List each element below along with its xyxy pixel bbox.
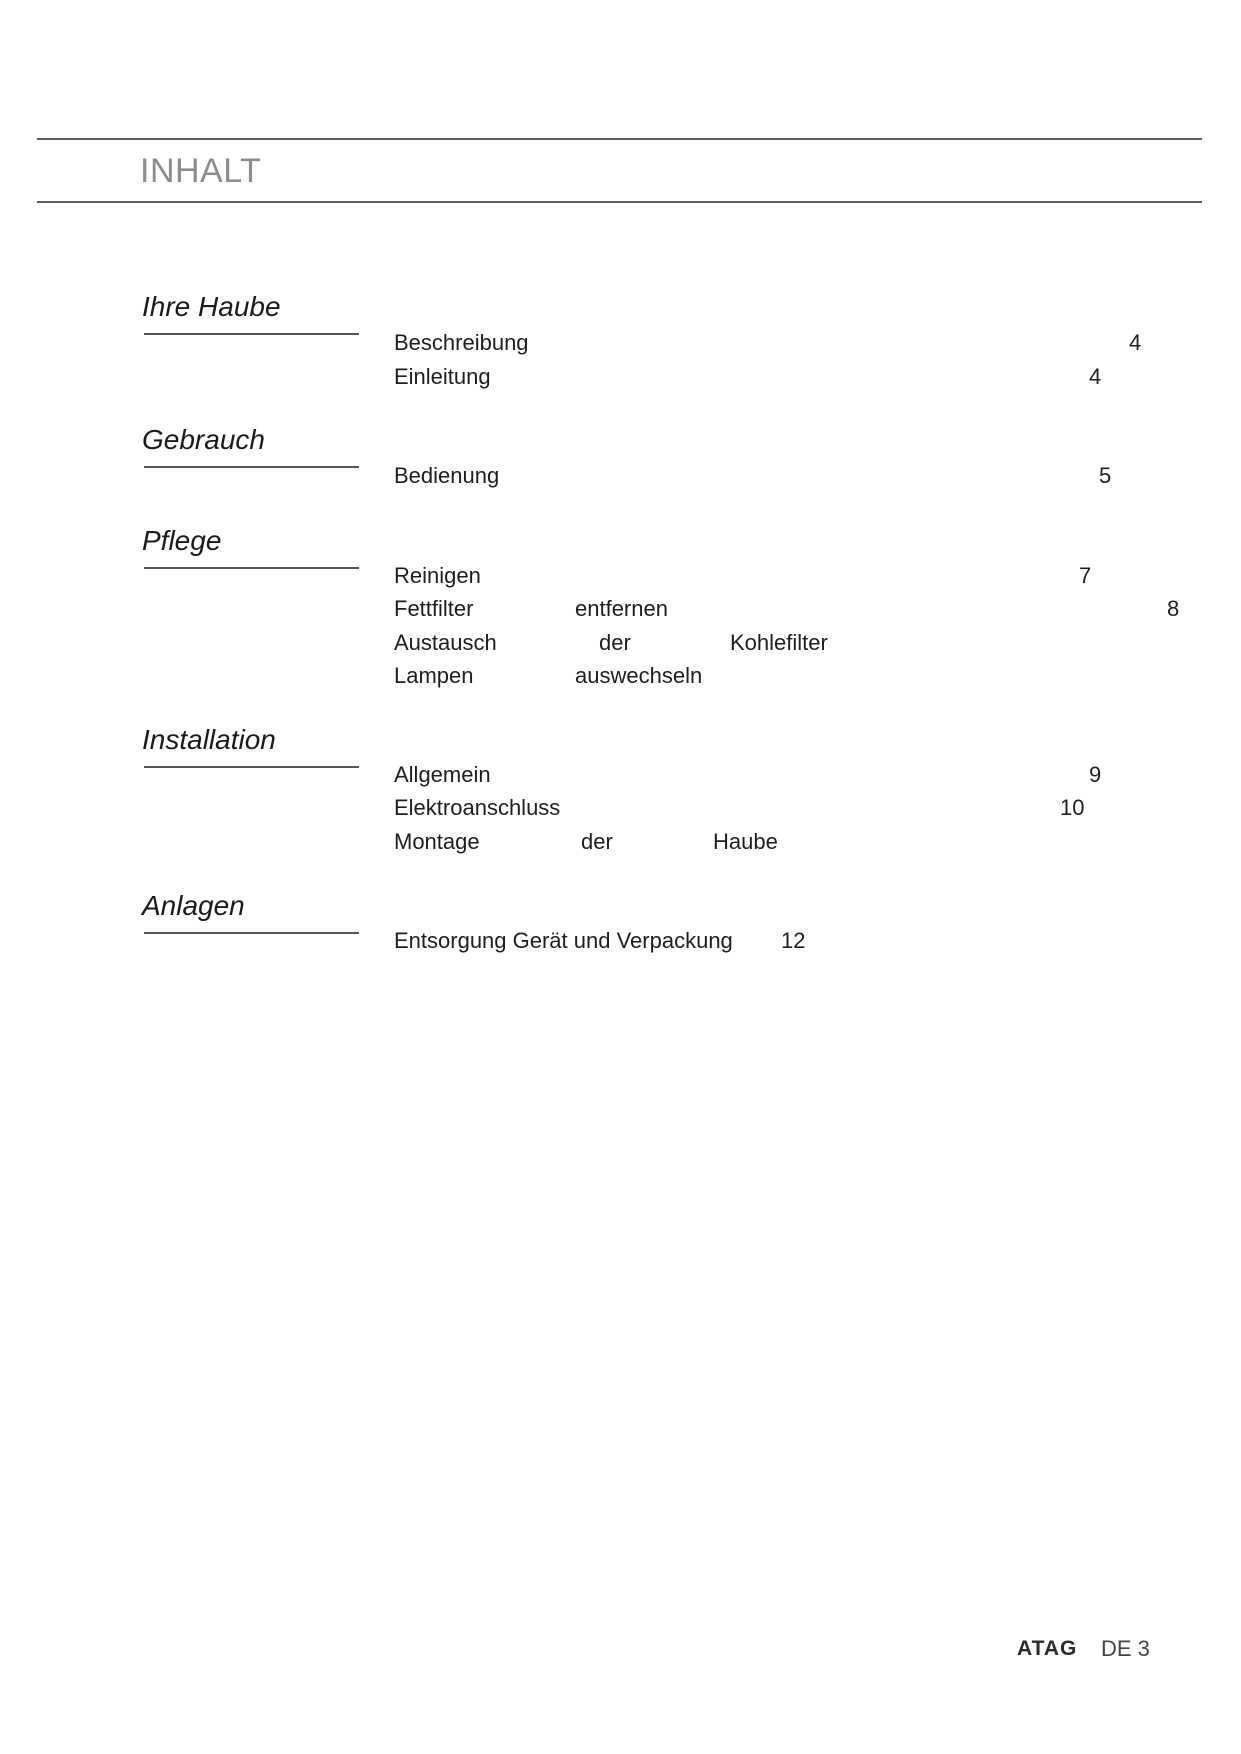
entry-label-word: Haube [713,829,778,854]
section-heading: Anlagen [142,890,245,921]
section-underline [144,932,359,934]
section-underline [144,333,359,335]
section-heading: Pflege [142,525,222,556]
entry-page-number: 8 [1167,596,1180,621]
page-number-label: DE 3 [1101,1636,1150,1661]
entry-page-number: 4 [1129,330,1142,355]
header-bottom-rule [37,201,1202,203]
entry-label: Bedienung [394,463,500,488]
entry-label: Allgemein [394,762,491,787]
entry-label-word: der [581,829,613,854]
entry-label-word: Austausch [394,630,497,655]
entry-label-word: Fettfilter [394,596,474,621]
section-heading: Ihre Haube [142,291,281,322]
entry-label-word: der [599,630,631,655]
entry-label: Entsorgung Gerät und Verpackung [394,928,733,953]
page-title: INHALT [140,152,262,190]
entry-label-word: Lampen [394,663,474,688]
section-underline [144,466,359,468]
section-heading: Gebrauch [142,424,265,455]
entry-label-word: auswechseln [575,663,703,688]
entry-label-word: entfernen [575,596,668,621]
atag-logo: ATAG [1017,1637,1078,1660]
section-underline [144,567,359,569]
entry-page-number: 7 [1079,563,1092,588]
entry-label: Einleitung [394,364,491,389]
entry-label-word: Montage [394,829,480,854]
entry-page-number: 4 [1089,364,1102,389]
entry-page-number: 12 [781,928,806,953]
section-underline [144,766,359,768]
entry-label: Beschreibung [394,330,529,355]
entry-page-number: 5 [1099,463,1112,488]
entry-page-number: 10 [1060,795,1085,820]
entry-label-word: Kohlefilter [730,630,828,655]
section-heading: Installation [142,724,276,755]
entry-label: Elektroanschluss [394,795,561,820]
entry-label: Reinigen [394,563,481,588]
header-top-rule [37,138,1202,140]
entry-page-number: 9 [1089,762,1102,787]
